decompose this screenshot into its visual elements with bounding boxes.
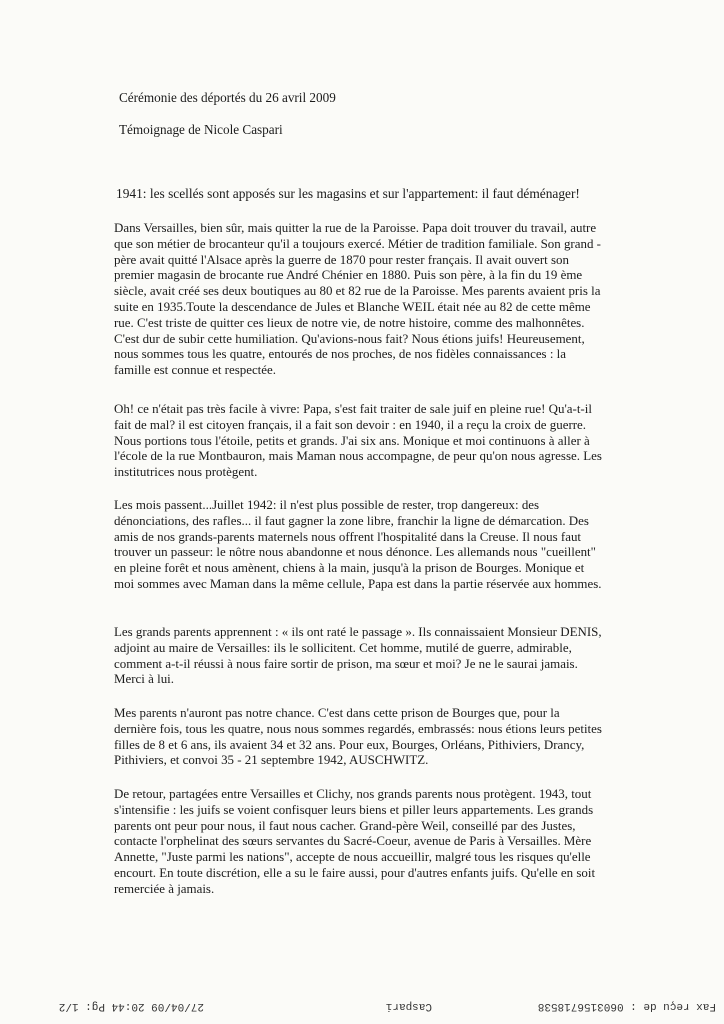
text-line: nous sommes tous les quatre, entourés de nos proches, de nos fidèles connaissances : la xyxy=(114,346,566,362)
text-line: comment a-t-il réussi à nous faire sortir de prison, ma sœur et moi? Je ne le saurai jamais. xyxy=(114,655,578,671)
paragraph xyxy=(114,786,634,897)
text-line: adjoint au maire de Versailles: ils le sollicitent. Cet homme, mutilé de guerre, admirable, xyxy=(114,639,572,655)
fax-timestamp-page: 27/04/09 20:44 Pg: 1/2 xyxy=(58,1000,204,1012)
text-line: Les mois passent...Juillet 1942: il n'est plus possible de rester, trop dangereux: des xyxy=(114,497,540,512)
text-line: Les grands parents apprennent : « ils ont raté le passage ». Ils connaissaient Monsieur DENIS, xyxy=(114,624,602,639)
text-line: trouver un passeur: le nôtre nous abandonne et nous dénonce. Les allemands nous "cueillent" xyxy=(114,544,596,560)
paragraph xyxy=(114,497,634,592)
text-line: encourt. En toute discrétion, elle a su le faire aussi, pour d'autres enfants juifs. Qu'elle en soit xyxy=(114,864,596,880)
text-line: institutrices nous protègent. xyxy=(114,464,258,480)
text-line: Oh! ce n'était pas très facile à vivre: Papa, s'est fait traiter de sale juif en pleine rue! Qu'a-t-il xyxy=(114,401,592,416)
text-line: remerciée à jamais. xyxy=(114,880,215,896)
text-line: siècle, avait créé ses deux boutiques au 80 et 82 rue de la Paroisse. Mes parents avaient pris la xyxy=(114,283,601,299)
text-line: C'est dur de subir cette humiliation. Qu'avions-nous fait? Nous étions juifs! Heureusement, xyxy=(114,330,585,346)
document-title: Cérémonie des déportés du 26 avril 2009 xyxy=(119,90,336,105)
paragraph xyxy=(114,624,634,687)
fax-name: Caspari xyxy=(385,1000,432,1012)
testimony-author: Témoignage de Nicole Caspari xyxy=(119,122,283,137)
paragraph xyxy=(114,401,634,480)
text-line: que son métier de brocanteur qu'il a toujours exercé. Métier de tradition familiale. Son grand - xyxy=(114,235,601,251)
text-line: premier magasin de brocante rue André Chénier en 1880. Puis son père, à la fin du 19 ème xyxy=(114,267,583,283)
paragraph xyxy=(114,220,634,378)
text-line: rue. C'est triste de quitter ces lieux de notre vie, de notre histoire, comme des malhonnêtes. xyxy=(114,314,585,330)
text-line: De retour, partagées entre Versailles et Clichy, nos grands parents nous protègent. 1943, tout xyxy=(114,786,592,801)
text-line: Annette, "Juste parmi les nations", accepte de nous accueillir, malgré tous les risques qu'elle xyxy=(114,849,591,865)
paragraph xyxy=(114,705,634,768)
text-line: moi sommes avec Maman dans la même cellule, Papa est dans la partie réservée aux hommes. xyxy=(114,575,602,591)
text-line: dernière fois, tous les quatre, nous nous sommes regardés, embrassés: nous étions leurs petites xyxy=(114,720,602,736)
fax-sender: Fax reçu de : 0603156718538 xyxy=(537,1000,716,1012)
text-line: amis de nos grands-parents maternels nous offrent l'hospitalité dans la Creuse. Il nous faut xyxy=(114,528,582,544)
text-line: parents ont peur pour nous, il faut nous cacher. Grand-père Weil, conseillé par des Justes, xyxy=(114,817,576,833)
text-line: Mes parents n'auront pas notre chance. C'est dans cette prison de Bourges que, pour la xyxy=(114,705,560,720)
text-line: filles de 8 et 6 ans, ils avaient 34 et 32 ans. Pour eux, Bourges, Orléans, Pithiviers, Drancy, xyxy=(114,736,585,752)
fax-header-strip xyxy=(0,994,724,1018)
text-line: famille est connue et respectée. xyxy=(114,362,276,378)
lead-sentence: 1941: les scellés sont apposés sur les magasins et sur l'appartement: il faut déménager! xyxy=(116,186,580,201)
text-line: s'intensifie : les juifs se voient confisquer leurs biens et piller leurs appartements. Les grands xyxy=(114,801,594,817)
text-line: suite en 1935.Toute la descendance de Jules et Blanche WEIL était née au 82 de cette même xyxy=(114,298,591,314)
text-line: en pleine forêt et nous amènent, chiens à la main, jusqu'à la prison de Bourges. Monique et xyxy=(114,560,585,576)
text-line: Dans Versailles, bien sûr, mais quitter la rue de la Paroisse. Papa doit trouver du travail, autre xyxy=(114,220,597,235)
text-line: l'école de la rue Montbauron, mais Maman nous accompagne, de peur qu'on nous agresse. Les xyxy=(114,448,602,464)
text-line: fait de mal? il est citoyen français, il a fait son devoir : en 1940, il a reçu la croix de guerre. xyxy=(114,416,587,432)
text-line: Merci à lui. xyxy=(114,671,174,687)
text-line: Pithiviers, et convoi 35 - 21 septembre 1942, AUSCHWITZ. xyxy=(114,752,429,768)
text-line: Nous portions tous l'étoile, petits et grands. J'ai six ans. Monique et moi continuons à aller à xyxy=(114,432,590,448)
text-line: dénonciations, des rafles... il faut gagner la zone libre, franchir la ligne de démarcation. Des xyxy=(114,512,589,528)
text-line: contacte l'orphelinat des sœurs servantes du Sacré-Coeur, avenue de Paris à Versailles. Mère xyxy=(114,833,592,849)
text-line: père avait quitté l'Alsace après la guerre de 1870 pour rester français. Il avait ouvert son xyxy=(114,251,569,267)
